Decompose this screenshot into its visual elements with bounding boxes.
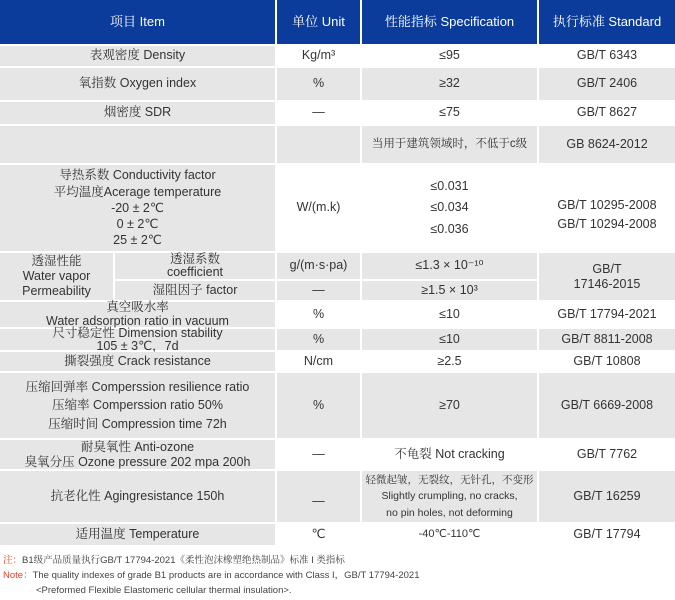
row-fireclass-item [0, 126, 275, 163]
row-aging-standard: GB/T 16259 [539, 471, 675, 522]
row-fireclass-standard: GB 8624-2012 [539, 126, 675, 163]
row-conductivity-item [0, 165, 275, 251]
row-density-standard: GB/T 6343 [539, 46, 675, 66]
row-oxygen-standard: GB/T 2406 [539, 68, 675, 100]
row-fireclass-spec: 当用于建筑领域时，不低于c级 [362, 126, 537, 163]
row-oxygen-unit: % [277, 68, 360, 100]
row-compression-item [0, 373, 275, 438]
conductivity-line-1: 导热系数 Conductivity factor [59, 168, 216, 183]
row-vapor-factor-spec: ≥1.5 × 10³ [362, 281, 537, 300]
aging-spec-2: Slightly crumpling, no cracks, [381, 490, 518, 503]
row-vapor-coef-item [115, 253, 275, 279]
row-temperature-spec: -40℃-110℃ [362, 524, 537, 545]
row-dimension-spec: ≤10 [362, 329, 537, 350]
header-item: 项目 Item [0, 0, 275, 44]
row-temperature-unit: ℃ [277, 524, 360, 545]
vapor-group-line-1: 透湿性能 [31, 254, 82, 268]
row-temperature-item: 适用温度 Temperature [0, 524, 275, 545]
row-aging-unit: — [277, 471, 360, 522]
row-dimension-item [0, 326, 275, 353]
row-density-item: 表观密度 Density [0, 46, 275, 66]
conductivity-standard-1: GB/T 10295-2008 [557, 197, 657, 212]
row-vacuum-standard: GB/T 17794-2021 [539, 302, 675, 327]
row-ozone-standard: GB/T 7762 [539, 440, 675, 469]
row-ozone-unit: — [277, 440, 360, 469]
row-ozone-spec: 不龟裂 Not cracking [362, 440, 537, 469]
conductivity-standard-2: GB/T 10294-2008 [557, 217, 657, 231]
header-spec: 性能指标 Specification [362, 0, 537, 44]
vapor-group-line-3: Permeability [22, 284, 91, 298]
row-sdr-standard: GB/T 8627 [539, 102, 675, 124]
row-vapor-group [0, 253, 113, 300]
row-conductivity-spec [362, 165, 537, 251]
dimension-line-2: 105 ± 3℃，7d [96, 338, 179, 353]
row-density-spec: ≤95 [362, 46, 537, 66]
compression-line-1: 压缩回弹率 Comperssion resilience ratio [25, 380, 250, 395]
row-dimension-standard: GB/T 8811-2008 [539, 329, 675, 350]
row-vapor-factor-item: 湿阻因子 factor [115, 281, 275, 300]
footnotes [3, 553, 419, 598]
compression-line-2: 压缩率 Comperssion ratio 50% [52, 398, 223, 413]
conductivity-line-2: 平均温度Acerage temperature [53, 184, 222, 199]
header-unit: 单位 Unit [277, 0, 360, 44]
row-vacuum-item [0, 302, 275, 327]
note-cn [3, 553, 419, 568]
aging-spec-1: 轻微起皱，无裂纹，无针孔，不变形 [365, 474, 534, 487]
vapor-coef-line-2: coefficient [166, 265, 224, 279]
row-crack-spec: ≥2.5 [362, 352, 537, 371]
row-vacuum-unit: % [277, 302, 360, 327]
row-vapor-coef-unit: g/(m·s·pa) [277, 253, 360, 279]
vapor-standard-1: GB/T [592, 261, 622, 276]
row-compression-standard: GB/T 6669-2008 [539, 373, 675, 438]
row-oxygen-item: 氧指数 Oxygen index [0, 68, 275, 100]
ozone-line-1: 耐臭氧性 Anti-ozone [80, 440, 195, 455]
note-en-label: Note： [3, 570, 33, 581]
note-en [3, 568, 419, 583]
row-conductivity-standard [539, 165, 675, 251]
row-vapor-factor-unit: — [277, 281, 360, 300]
row-density-unit: Kg/m³ [277, 46, 360, 66]
note-cn-label: 注： [3, 555, 23, 566]
row-crack-unit: N/cm [277, 352, 360, 371]
note-en-text: The quality indexes of grade B1 products are in accordance with Class I，GB/T 17794-2021 [32, 570, 420, 581]
vapor-standard-2: 17146-2015 [573, 276, 641, 291]
row-conductivity-unit: W/(m.k) [277, 165, 360, 251]
dimension-line-1: 尺寸稳定性 Dimension stability [52, 326, 223, 340]
row-crack-item: 撕裂强度 Crack resistance [0, 352, 275, 371]
conductivity-line-3: -20 ± 2℃ [111, 200, 164, 215]
row-vacuum-spec: ≤10 [362, 302, 537, 327]
conductivity-line-4: 0 ± 2℃ [116, 217, 159, 232]
row-aging-item: 抗老化性 Agingresistance 150h [0, 471, 275, 522]
row-aging-spec [362, 471, 537, 522]
vapor-coef-line-1: 透湿系数 [169, 251, 220, 266]
header-standard: 执行标准 Standard [539, 0, 675, 44]
row-dimension-unit: % [277, 329, 360, 350]
conductivity-spec-3: ≤0.036 [430, 221, 469, 236]
row-vapor-standard [539, 253, 675, 300]
vacuum-line-2: Water adsorption ratio in vacuum [46, 313, 229, 328]
row-ozone-item [0, 440, 275, 469]
vapor-group-line-2: Water vapor [22, 269, 91, 283]
compression-line-3: 压缩时间 Compression time 72h [48, 416, 227, 431]
row-compression-spec: ≥70 [362, 373, 537, 438]
ozone-line-2: 臭氧分压 Ozone pressure 202 mpa 200h [24, 454, 251, 469]
row-fireclass-unit [277, 126, 360, 163]
row-temperature-standard: GB/T 17794 [539, 524, 675, 545]
row-oxygen-spec: ≥32 [362, 68, 537, 100]
row-crack-standard: GB/T 10808 [539, 352, 675, 371]
row-sdr-spec: ≤75 [362, 102, 537, 124]
conductivity-line-5: 25 ± 2℃ [113, 233, 162, 248]
note-en-2: <Preformed Flexible Elastomeric cellular thermal insulation>. [36, 585, 292, 596]
row-vapor-coef-spec: ≤1.3 × 10⁻¹⁰ [362, 253, 537, 279]
vacuum-line-1: 真空吸水率 [106, 300, 169, 315]
row-sdr-unit: — [277, 102, 360, 124]
note-cn-text: B1级产品质量执行GB/T 17794-2021《柔性泡沫橡塑绝热制品》标准 I 类指标 [22, 555, 345, 566]
conductivity-spec-2: ≤0.034 [430, 200, 469, 215]
aging-spec-3: no pin holes, not deforming [386, 506, 513, 519]
row-compression-unit: % [277, 373, 360, 438]
conductivity-spec-1: ≤0.031 [430, 179, 469, 194]
row-sdr-item: 烟密度 SDR [0, 102, 275, 124]
